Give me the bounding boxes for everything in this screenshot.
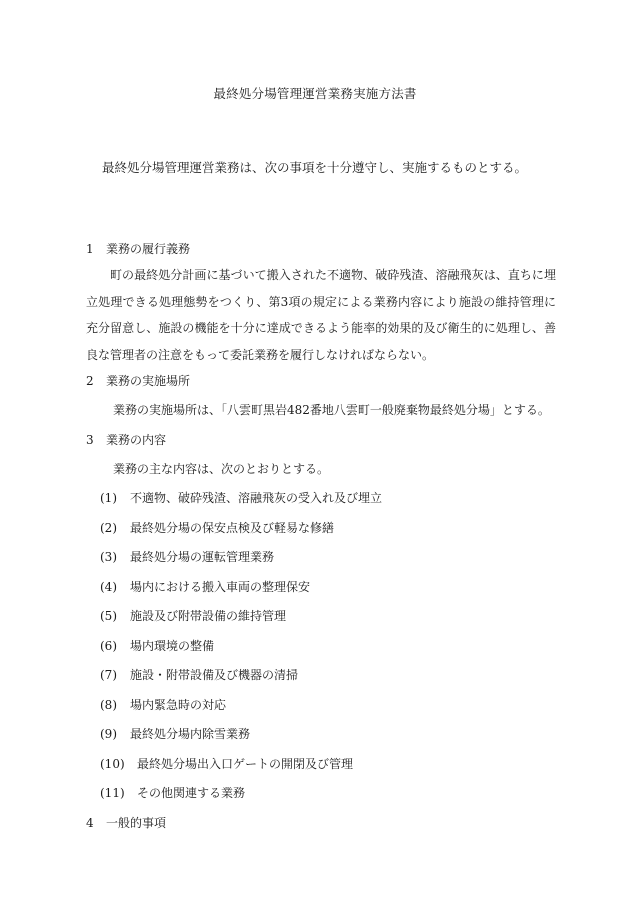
list-item-number: (2) [100, 521, 117, 535]
list-item [100, 666, 298, 683]
list-item-number: (7) [100, 668, 117, 682]
section-title: 一般的事項 [106, 816, 167, 830]
list-item-text: 不適物、破砕残渣、溶融飛灰の受入れ及び埋立 [130, 491, 383, 505]
list-item-text: 場内環境の整備 [130, 639, 215, 653]
list-item [100, 755, 353, 772]
list-item-text: 場内における搬入車両の整理保安 [130, 580, 311, 594]
document-title: 最終処分場管理運営業務実施方法書 [213, 86, 417, 101]
section-number: 1 [86, 242, 94, 256]
list-item-text: 場内緊急時の対応 [130, 698, 227, 712]
list-item-text: 施設・附帯設備及び機器の清掃 [130, 668, 299, 682]
section-2-body: 業務の実施場所は、「八雲町黒岩482番地八雲町一般廃棄物最終処分場」とする。 [113, 403, 550, 417]
list-item-text: 施設及び附帯設備の維持管理 [130, 609, 287, 623]
section-4-heading [86, 814, 166, 831]
list-item-number: (10) [100, 757, 125, 771]
list-item-text: 最終処分場出入口ゲートの開閉及び管理 [137, 757, 354, 771]
list-item [100, 607, 286, 624]
section-number: 3 [86, 433, 94, 447]
section-1-body: 町の最終処分計画に基づいて搬入された不適物、破砕残渣、溶融飛灰は、直ちに埋立処理できる処理態勢をつくり、第3項の規定による業務内容により施設の維持管理に充分留意し、施設の機能を十分に達成できるよう能率的効果的及び衛生的に処理し、善良な管理者の注意をもって委託業務を履行しなければならない。 [86, 268, 556, 362]
list-item-number: (8) [100, 698, 117, 712]
list-item-number: (1) [100, 491, 117, 505]
list-item [100, 489, 382, 506]
section-title: 業務の履行義務 [106, 242, 191, 256]
list-item-number: (6) [100, 639, 117, 653]
list-item-number: (5) [100, 609, 117, 623]
list-item-text: 最終処分場の保安点検及び軽易な修繕 [130, 521, 335, 535]
list-item [100, 696, 226, 713]
list-item-text: その他関連する業務 [137, 786, 246, 800]
list-item-text: 最終処分場内除雪業務 [130, 727, 251, 741]
section-3-heading [86, 431, 166, 448]
list-item [100, 725, 250, 742]
list-item [100, 578, 310, 595]
list-item [100, 784, 245, 801]
intro-text: 最終処分場管理運営業務は、次の事項を十分遵守し、実施するものとする。 [102, 160, 528, 175]
list-item-number: (11) [100, 786, 125, 800]
list-item [100, 637, 214, 654]
section-2-heading [86, 372, 190, 389]
section-number: 4 [86, 816, 94, 830]
section-title: 業務の実施場所 [106, 374, 191, 388]
list-item-number: (3) [100, 550, 117, 564]
list-item [100, 548, 274, 565]
section-1-heading [86, 240, 190, 257]
list-item-text: 最終処分場の運転管理業務 [130, 550, 275, 564]
list-item [100, 519, 334, 536]
list-item-number: (9) [100, 727, 117, 741]
section-3-body: 業務の主な内容は、次のとおりとする。 [113, 462, 330, 476]
list-item-number: (4) [100, 580, 117, 594]
section-number: 2 [86, 374, 94, 388]
section-title: 業務の内容 [106, 433, 167, 447]
